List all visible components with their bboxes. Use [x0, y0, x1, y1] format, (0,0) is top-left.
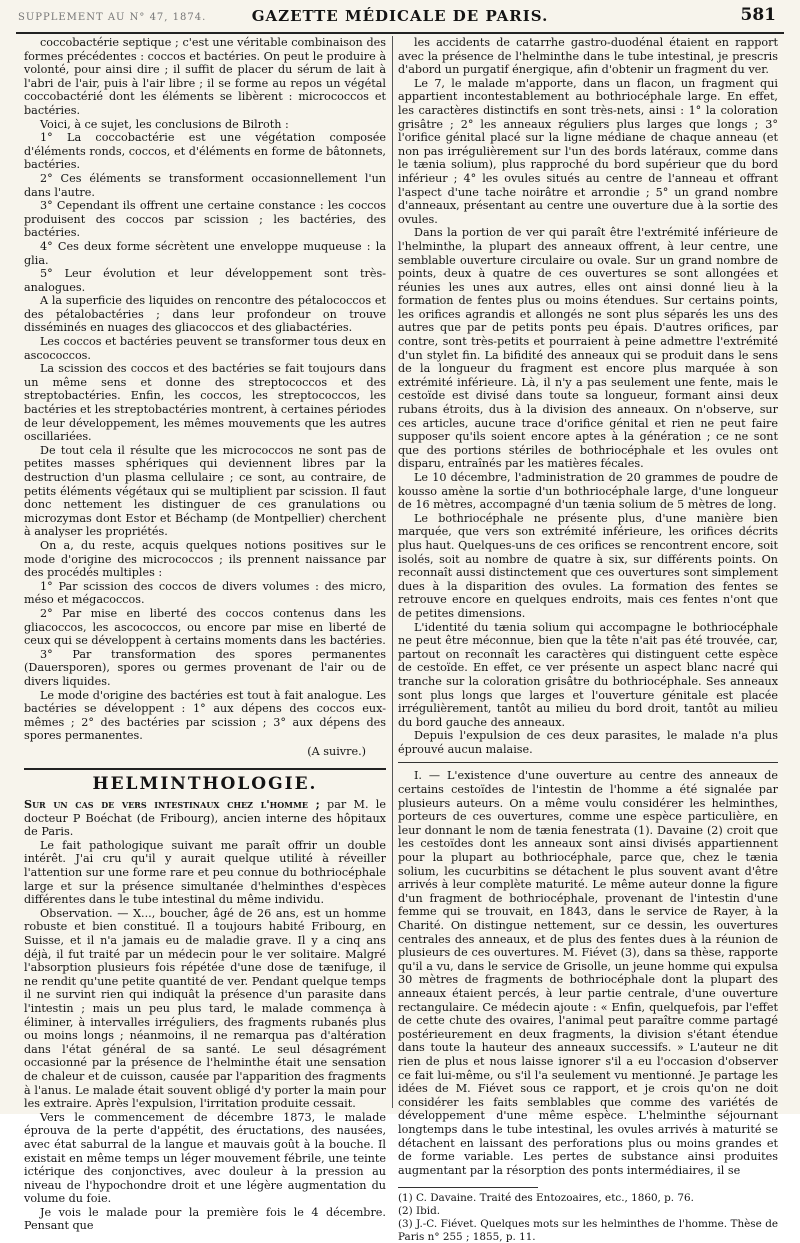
paragraph: 1° Par scission des coccos de divers volumes : des micro, méso et mégacoccos. — [24, 579, 386, 607]
paragraph: I. — L'existence d'une ouverture au centre des anneaux de certains cestoïdes de l'intestin de l'homme a été signalée par plusieurs auteurs. On a même voulu considérer les helminthes, porteurs de ces ouvertures, comme une espèce particulière, en leur donnant le nom de tænia fenestrata (1). Davaine (2) croit que les cestoïdes dont les anneaux sont ainsi divisés appartiennent pour la plupart au bothriocéphale, parce que, chez le tænia solium, les cucurbitins se détachent le plus souvent avant d'être arrivés à leur complète maturité. Le même auteur donne la figure d'un fragment de bothriocéphale, provenant de l'intestin d'une femme qui se trouvait, en 1843, dans le service de Rayer, à la Charité. On distingue nettement, sur ce dessin, les ouvertures centrales des anneaux, et de plus des fentes dues à la réunion de plusieurs de ces ouvertures. M. Fiévet (3), dans sa thèse, rapporte qu'il a vu, dans le service de Grisolle, un jeune homme qui expulsa 30 mètres de fragments de bothriocéphale dont la plupart des anneaux étaient percés, à leur partie centrale, d'une ouverture rectangulaire. Ce médecin ajoute : « Enfin, quelquefois, par l'effet de cette chute des ovaires, l'animal peut paraître comme partagé postérieurement en deux fragments, la division s'étant étendue dans toute la hauteur des anneaux successifs. » L'auteur ne dit rien de plus et nous laisse ignorer s'il a eu l'occasion d'observer ce fait lui-même, ou s'il l'a seulement vu mentionné. Je partage les idées de M. Fiévet sous ce rapport, et je crois qu'on ne doit considérer les faits semblables que comme des variétés de développement d'une même espèce. L'helminthe séjournant longtemps dans le tube intestinal, les ovules arrivés à maturité se détachent en laissant des perforations plus ou moins grandes et de forme variable. Les pertes de substance ainsi produites augmentant par la résorption des ponts intermédiaires, il se — [398, 769, 778, 1177]
byline-author: par M. le docteur P Boéchat (de Fribourg), ancien interne des hôpitaux de Paris. — [24, 798, 386, 839]
page-header — [18, 4, 782, 32]
paragraph: Le fait pathologique suivant me paraît offrir un double intérêt. J'ai cru qu'il y aurait quelque utilité à réveiller l'attention sur une forme rare et peu connue du bothriocéphale large et sur la présence simultanée d'helminthes d'espèces différentes dans le tube intestinal du même individu. — [24, 838, 386, 907]
footnotes — [398, 1192, 778, 1243]
right-column — [398, 36, 778, 1243]
paragraph: (2) Ibid. — [398, 1205, 441, 1218]
paragraph: 3° Cependant ils offrent une certaine constance : les coccos produisent des coccos par scission ; les bactéries, des bactéries. — [24, 199, 386, 240]
paragraph: les accidents de catarrhe gastro-duodénal étaient en rapport avec la présence de l'helminthe dans le tube intestinal, je prescris d'abord un purgatif énergique, afin d'obtenir un fragment du ver. — [398, 36, 778, 77]
paragraph: Voici, à ce sujet, les conclusions de Bilroth : — [40, 117, 289, 131]
paragraph: Observation. — X..., boucher, âgé de 26 ans, est un homme robuste et bien constitué. Il a toujours habité Fribourg, en Suisse, et il n'a jamais eu de maladie grave. Il y a cinq ans déjà, il fut traité par un médecin pour le ver solitaire. Malgré l'absorption plusieurs fois répétée d'une dose de tænifuge, il ne rendit qu'une petite quantité de ver. Pendant quelque temps il ne survint rien qui indiquât la présence d'un parasite dans l'intestin ; mais un peu plus tard, le malade commença à éliminer, à intervalles irréguliers, des fragments rubanés plus ou moins longs ; néanmoins, il ne remarqua pas d'altération dans l'état général de sa santé. Le seul désagrément occasionné par la présence de l'helminthe était une sensation de chaleur et de cuisson, causée par l'apparition des fragments à l'anus. Le malade était souvent obligé d'y porter la main pour les extraire. Après l'expulsion, l'irritation produite cessait. — [24, 906, 386, 1111]
paragraph: A la superficie des liquides on rencontre des pétalococcos et des pétalobactéries ; dans leur profondeur on trouve disséminés en nuages des gliacoccos et des gliabactéries. — [24, 294, 386, 335]
column-divider — [392, 36, 393, 1108]
journal-title: GAZETTE MÉDICALE DE PARIS. — [251, 7, 549, 25]
footnote-rule — [398, 1187, 538, 1188]
paragraph: 5° Leur évolution et leur développement sont très-analogues. — [24, 267, 386, 294]
paragraph: Le 10 décembre, l'administration de 20 grammes de poudre de kousso amène la sortie d'un bothriocéphale large, d'une longueur de 16 mètres, accompagné d'un tænia solium de 5 mètres de long. — [398, 471, 778, 512]
paragraph: On a, du reste, acquis quelques notions positives sur le mode d'origine des micrococcos ; ils prennent naissance par des procédés multiples : — [24, 538, 386, 580]
byline-title: Sur un cas de vers intestinaux chez l'homme ; — [24, 797, 320, 812]
header-rule — [16, 32, 784, 34]
paragraph: 3° Par transformation des spores permanentes (Dauersporen), spores ou germes provenant de l'air ou de divers liquides. — [24, 647, 386, 688]
paragraph: La scission des coccos et des bactéries se fait toujours dans un même sens et donne des streptococcos et des streptobactéries. Enfin, les coccos, les streptococcos, les bactéries et les streptobactéries montrent, à certaines périodes de leur développement, les mêmes mouvements que les autres oscillariées. — [24, 362, 387, 444]
paragraph: Les coccos et bactéries peuvent se transformer tous deux en ascococcos. — [24, 335, 386, 362]
paragraph: Depuis l'expulsion de ces deux parasites, le malade n'a plus éprouvé aucun malaise. — [398, 729, 778, 756]
paragraph: Le 7, le malade m'apporte, dans un flacon, un fragment qui appartient incontestablement au bothriocéphale large. En effet, les caractères distinctifs en sont très-nets, ainsi : 1° la coloration grisâtre ; 2° les anneaux réguliers plus larges que longs ; 3° l'orifice génital placé sur la ligne médiane de chaque anneau (et non pas irrégulièrement sur l'un des bords latéraux, comme dans le tænia solium), plus rapproché du bord supérieur que du bord inférieur ; 4° les ovules situés au centre de l'anneau et offrant l'aspect d'une tache noirâtre et arrondie ; 5° un grand nombre d'anneaux, présentant au centre une ouverture due à la sortie des ovules. — [398, 76, 778, 226]
article-byline — [24, 798, 386, 839]
paragraph: 2° Ces éléments se transforment occasionnellement l'un dans l'autre. — [24, 171, 386, 199]
section-divider — [24, 768, 386, 770]
page-number: 581 — [740, 5, 776, 25]
paragraph: Vers le commencement de décembre 1873, le malade éprouva de la perte d'appétit, des éructations, des nausées, avec état saburral de la langue et mauvais goût à la bouche. Il existait en même temps un léger mouvement fébrile, une teinte ictérique des conjonctives, avec douleur à la pression au niveau de l'hypochondre droit et une légère augmentation du volume du foie. — [24, 1110, 386, 1206]
bacteria-article — [24, 36, 386, 743]
to-be-continued: (A suivre.) — [307, 744, 366, 758]
paragraph: 4° Ces deux forme sécrètent une enveloppe muqueuse : la glia. — [24, 239, 386, 267]
paragraph: De tout cela il résulte que les micrococcos ne sont pas de petites masses sphériques qui deviennent libres par la destruction d'un plasma cellulaire ; ce sont, au contraire, de petits éléments végétaux qui se multiplient par scission. Il faut donc nettement les distinguer de ces granulations ou microzymas dont Estor et Béchamp (de Montpellier) cherchent à analyser les propriétés. — [24, 443, 386, 539]
paragraph: Dans la portion de ver qui paraît être l'extrémité inférieure de l'helminthe, la plupart des anneaux offrent, à leur centre, une semblable ouverture circulaire ou ovale. Sur un grand nombre de points, deux à quatre de ces ouvertures se sont allongées et réunies les unes aux autres, elles ont ainsi donné lieu à la formation de fentes plus ou moins étendues. Sur certains points, les orifices agrandis et allongés ne sont plus séparés les uns des autres que par de petits ponts peu épais. D'autres orifices, par contre, sont très-petits et pourraient à peine admettre l'extrémité d'un stylet fin. La bifidité des anneaux qui se produit dans le sens de la longueur du fragment est encore plus marquée à son extrémité inférieure. Là, il n'y a pas seulement une fente, mais le cestoïde est divisé dans toute sa longueur, formant ainsi deux rubans étroits, dus à la division des anneaux. On n'observe, sur ces articles, aucune trace d'orifice génital et rien ne peut faire supposer qu'ils soient encore aptes à la génération ; ce ne sont que des portions stériles de bothriocéphale et les ovules ont disparu, entraînés par les matières fécales. — [398, 226, 778, 471]
paragraph: Je vois le malade pour la première fois le 4 décembre. Pensant que — [24, 1205, 386, 1233]
notes-divider — [398, 762, 778, 763]
paragraph: Le mode d'origine des bactéries est tout à fait analogue. Les bactéries se développent : 1° aux dépens des coccos eux-mêmes ; 2° des bactéries par scission ; 3° aux dépens des spores permanentes. — [24, 688, 386, 743]
paragraph: 1° La coccobactérie est une végétation composée d'éléments ronds, coccos, et d'éléments en forme de bâtonnets, bactéries. — [24, 131, 386, 172]
section-title: HELMINTHOLOGIE. — [92, 774, 318, 795]
helminth-article — [24, 839, 386, 1233]
supplement-label: SUPPLEMENT AU N° 47, 1874. — [18, 12, 207, 23]
paragraph: (1) C. Davaine. Traité des Entozoaires, etc., 1860, p. 76. — [398, 1192, 694, 1205]
left-column — [24, 36, 386, 1233]
notes-section — [398, 769, 778, 1177]
paragraph: Le bothriocéphale ne présente plus, d'une manière bien marquée, que vers son extrémité inférieure, les orifices décrits plus haut. Quelques-uns de ces orifices se rencontrent encore, soit isolés, soit au nombre de quatre à six, sur différents points. On reconnaît aussi distinctement que ces ouvertures sont simplement dues à la disparition des ovules. La formation des fentes se retrouve encore en quelques endroits, mais ces fentes n'ont que de petites dimensions. — [398, 511, 778, 620]
paragraph: 2° Par mise en liberté des coccos contenus dans les gliacoccos, les ascococcos, ou encore par mise en liberté de ceux qui se développent à certains moments dans les bactéries. — [24, 606, 386, 648]
paragraph: (3) J.-C. Fiévet. Quelques mots sur les helminthes de l'homme. Thèse de Paris n° 255 ; 1855, p. 11. — [398, 1217, 778, 1243]
paragraph: L'identité du tænia solium qui accompagne le bothriocéphale ne peut être méconnue, bien que la tête n'ait pas été trouvée, car, partout on reconnaît les caractères qui distinguent cette espèce de cestoïde. En effet, ce ver présente un aspect blanc nacré qui tranche sur la coloration grisâtre du bothriocéphale. Ses anneaux sont plus longs que larges et l'ouverture génitale est placée irrégulièrement, tantôt au milieu du bord droit, tantôt au milieu du bord gauche des anneaux. — [398, 620, 778, 729]
paragraph: coccobactérie septique ; c'est une véritable combinaison des formes précédentes : coccos et bactéries. On peut le produire à volonté, pour ainsi dire ; il suffit de placer du sérum de lait à l'abri de l'air, puis à l'air libre ; il se forme au repos un végétal coccobactérié dont les éléments se libèrent : micrococcos et bactéries. — [24, 36, 386, 117]
observation-continued — [398, 36, 778, 756]
